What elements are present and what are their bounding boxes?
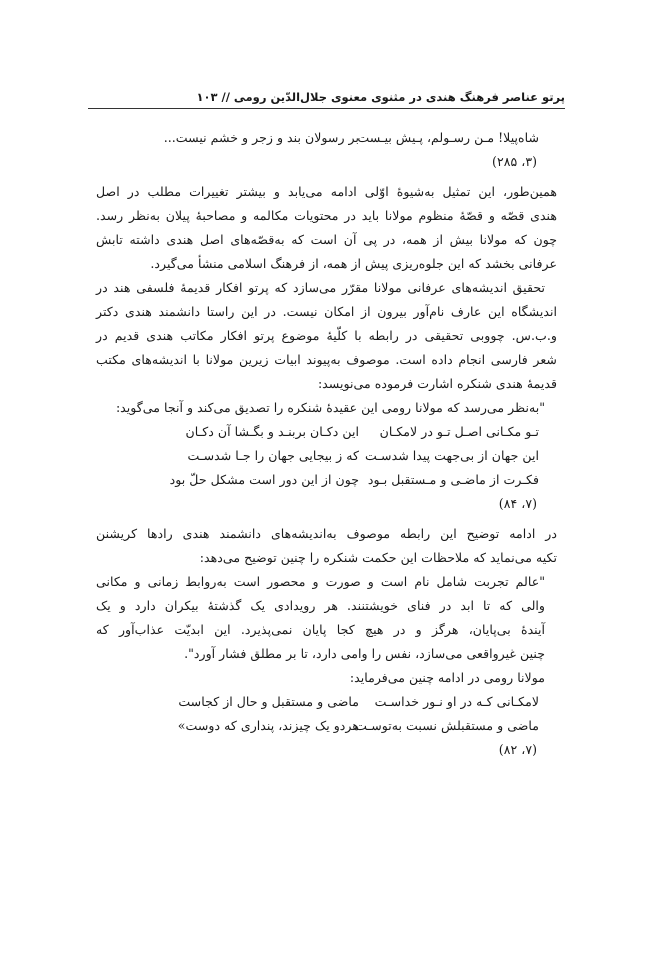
text-line: هندی قصّه و قصّۀ منظوم مولانا باید در محتویات مکالمه و مصاحبۀ پیلان به‌نظر رسد. xyxy=(96,208,557,223)
quote-intro: "به‌نظر می‌رسد که مولانا رومی این عقیدۀ شنکره را تصدیق می‌کند و آنجا می‌گوید: xyxy=(115,400,545,415)
quotation-block xyxy=(96,396,557,516)
citation: (۷، ۸۲) xyxy=(498,742,537,757)
running-header xyxy=(88,86,565,109)
hemistich-first: لامکـانی کـه در او نـور خداسـت xyxy=(374,694,539,709)
verse-couplet xyxy=(96,126,557,150)
paragraph xyxy=(96,522,557,570)
hemistich-second: بر رسولان بند و زجر و خشم نیست... xyxy=(163,130,359,145)
hemistich-second: این دکـان بربنـد و بگـشا آن دکـان xyxy=(185,424,359,439)
hemistich-second: ماضی و مستقبل و حال از کجاست xyxy=(178,694,359,709)
text-line: چنین غیرواقعی می‌سازد، نفس را وامی دارد، تا بر مطلق فشار آورد". xyxy=(184,646,545,661)
citation: (۷، ۸۴) xyxy=(498,496,537,511)
text-line: تحقیق اندیشه‌های عرفانی مولانا مقرّر می‌سازد که پرتو افکار قدیمۀ فلسفی هند در xyxy=(96,280,545,295)
verse-couplet xyxy=(96,468,557,492)
text-line: آیندۀ بی‌پایان، هرگز و در هیچ کجا پایان نمی‌پذیرد. این ابدیّت عذاب‌آور که xyxy=(96,622,545,637)
verse-couplet xyxy=(96,714,557,738)
text-line: چون که مولانا بیش از همه، در پی آن است که به‌قصّه‌های اصل هندی داشته تابش xyxy=(96,232,557,247)
text-line: "عالم تجربت شامل نام است و صورت و محصور است به‌روابط زمانی و مکانی xyxy=(96,574,545,589)
text-line: شعر فارسی انجام داده است. موصوف به‌پیوند ابیات زیرین مولانا با اندیشه‌های مکتب xyxy=(96,352,557,367)
hemistich-second: چون از این دور است مشکل حلّ بود xyxy=(169,472,359,487)
text-line: و.ب.س. چووبی تحقیقی در رابطه با کلّیۀ موضوع پرتو افکار مکاتب هندی قدیم در xyxy=(96,328,557,343)
text-line: قدیمۀ هندی شنکره اشارت فرموده می‌نویسد: xyxy=(317,376,557,391)
hemistich-first: شاه‌پیلا! مـن رسـولم، پـیش بیـست xyxy=(357,130,539,145)
text-line: همین‌طور، این تمثیل به‌شیوۀ اوّلی ادامه می‌یابد و بیشتر تغییرات مطلب در اصل xyxy=(96,184,557,199)
paragraph xyxy=(96,180,557,276)
page-body xyxy=(96,126,557,762)
verse-couplet xyxy=(96,690,557,714)
hemistich-second: که ز بیجایی جهان را جـا شدسـت xyxy=(187,448,359,463)
hemistich-first: تـو مکـانی اصـل تـو در لامکـان xyxy=(379,424,539,439)
header-title: پرتو عناصر فرهنگ هندی در مثنوی معنوی جلال‌الدّین رومی // ۱۰۳ xyxy=(196,90,565,104)
text-line: اندیشگاه این عارف نام‌آور بیرون از امکان نیست. در این راستا دانشمند هندی دکتر xyxy=(96,304,557,319)
verse-couplet xyxy=(96,420,557,444)
text-line: در ادامه توضیح این رابطه موصوف به‌اندیشه‌های دانشمند هندی رادها کریشنن xyxy=(96,526,557,541)
verse-couplet xyxy=(96,444,557,468)
text-line: والی که تا ابد در فنای خویشتنند. هر رویدادی یک گذشتۀ بیکران دارد و یک xyxy=(96,598,545,613)
hemistich-second: هردو یک چیزند، پنداری که دوست» xyxy=(177,718,359,733)
paragraph xyxy=(96,276,557,396)
hemistich-first: ماضی و مستقبلش نسبت به‌توسـت xyxy=(355,718,539,733)
quote-intro: مولانا رومی در ادامه چنین می‌فرماید: xyxy=(349,670,545,685)
citation: (۳، ۲۸۵) xyxy=(492,154,537,169)
text-line: عرفانی بخشد که این جلوه‌ریزی پیش از همه، از فرهنگ اسلامی منشأ می‌گیرد. xyxy=(150,256,557,271)
hemistich-first: این جهان از بی‌جهت پیدا شدسـت xyxy=(364,448,539,463)
quotation-block xyxy=(96,570,557,666)
text-line: تکیه می‌نماید که ملاحظات این حکمت شنکره را چنین توضیح می‌دهد: xyxy=(199,550,557,565)
hemistich-first: فکـرت از ماضـی و مـستقبل بـود xyxy=(367,472,539,487)
